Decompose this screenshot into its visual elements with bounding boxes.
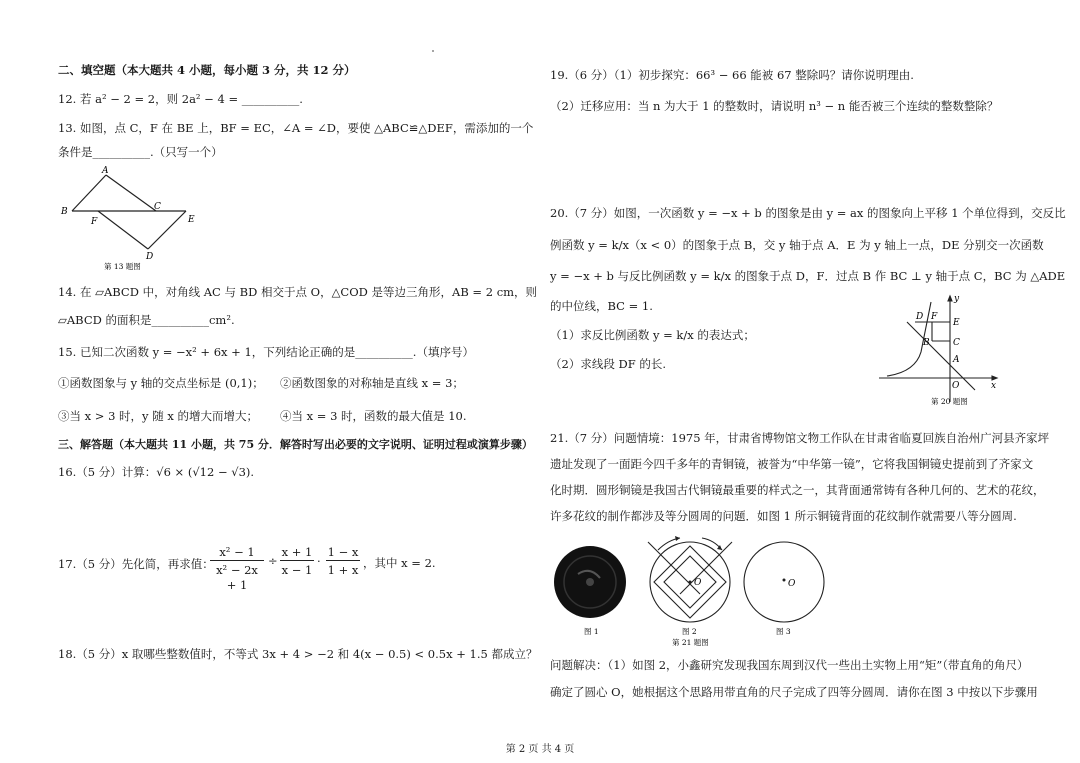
fig21-center-o-2: O bbox=[694, 578, 702, 588]
division-sign: ÷ bbox=[268, 554, 278, 568]
fig20-label-f: F bbox=[931, 312, 938, 322]
question-17-condition: ，其中 x = 2. bbox=[363, 556, 436, 570]
question-12: 12. 若 a² − 2 = 2，则 2a² − 4 = __________. bbox=[58, 92, 303, 106]
frac1-numerator: x² − 1 bbox=[210, 545, 264, 561]
page-footer: 第 2 页 共 4 页 bbox=[505, 744, 575, 755]
question-15-option-2: ②函数图象的对称轴是直线 x = 3； bbox=[280, 376, 464, 390]
fig20-label-b: B bbox=[923, 338, 930, 348]
fig20-label-c: C bbox=[953, 338, 960, 348]
fig20-label-e: E bbox=[953, 318, 960, 328]
frac3-numerator: 1 − x bbox=[327, 545, 359, 559]
question-15-option-4: ④当 x = 3 时，函数的最大值是 10. bbox=[280, 409, 467, 423]
question-16: 16.（5 分）计算：√6 × (√12 − √3). bbox=[58, 465, 255, 479]
fig21-center-o-3: O bbox=[788, 579, 796, 589]
figure-13 bbox=[58, 165, 198, 275]
dot-sign: · bbox=[317, 554, 321, 568]
question-20-line4: 的中位线，BC = 1. bbox=[550, 299, 653, 313]
section-3-heading: 三、解答题（本大题共 11 小题，共 75 分．解答时写出必要的文字说明、证明过程或演算步骤） bbox=[58, 438, 533, 451]
fig13-label-b: B bbox=[61, 207, 68, 217]
frac2-denominator: x − 1 bbox=[281, 563, 313, 577]
question-21-line4: 许多花纹的制作都涉及等分圆周的问题．如图 1 所示铜镜背面的花纹制作就需要八等分圆周. bbox=[550, 509, 1017, 523]
frac3-denominator: 1 + x bbox=[327, 563, 359, 577]
question-15: 15. 已知二次函数 y = −x² + 6x + 1，下列结论正确的是__________.（填序号） bbox=[58, 345, 474, 359]
fig20-label-a: A bbox=[953, 355, 960, 365]
fig20-axis-x: x bbox=[991, 381, 997, 391]
fig20-caption: 第 20 题图 bbox=[931, 397, 968, 406]
question-20-part1: （1）求反比例函数 y = k/x 的表达式； bbox=[550, 328, 755, 342]
question-20-line1: 20.（7 分）如图，一次函数 y = −x + b 的图象是由 y = ax 的图象向上平移 1 个单位得到，交反比 bbox=[550, 206, 1066, 220]
fig13-label-a: A bbox=[102, 166, 109, 176]
question-21-line3: 化时期．圆形铜镜是我国古代铜镜最重要的样式之一，其背面通常铸有各种几何的、艺术的花纹， bbox=[550, 483, 1045, 497]
fig20-axis-y: y bbox=[954, 294, 960, 304]
question-14-line1: 14. 在 ▱ABCD 中，对角线 AC 与 BD 相交于点 O，△COD 是等边三角形，AB = 2 cm，则 bbox=[58, 285, 538, 299]
frac2-numerator: x + 1 bbox=[281, 545, 313, 559]
question-21-line1: 21.（7 分）问题情境：1975 年，甘肃省博物馆文物工作队在甘肃省临夏回族自治州广河县齐家坪 bbox=[550, 431, 1050, 445]
question-19-part2: （2）迁移应用：当 n 为大于 1 的整数时，请说明 n³ − n 能否被三个连续的整数整除？ bbox=[550, 99, 999, 113]
question-15-option-3: ③当 x > 3 时，y 随 x 的增大而增大； bbox=[58, 409, 259, 423]
fig20-origin: O bbox=[952, 381, 960, 391]
question-21-line2: 遗址发现了一面距今四千多年的青铜镜，被誉为“中华第一镜”，它将我国铜镜史提前到了齐家文 bbox=[550, 457, 1034, 471]
question-17-expression bbox=[210, 545, 470, 592]
fig21-caption-3: 图 3 bbox=[776, 627, 791, 636]
section-2-heading: 二、填空题（本大题共 4 小题，每小题 3 分，共 12 分） bbox=[58, 63, 356, 77]
fig13-caption: 第 13 题图 bbox=[104, 262, 141, 271]
fig13-label-d: D bbox=[146, 252, 154, 262]
fig21-caption-2: 图 2 bbox=[682, 627, 697, 636]
question-13-line2: 条件是__________.（只写一个） bbox=[58, 145, 223, 159]
fig21-caption: 第 21 题图 bbox=[672, 638, 709, 647]
question-20-line2: 例函数 y = k/x（x < 0）的图象于点 B，交 y 轴于点 A．E 为 y 轴上一点，DE 分别交一次函数 bbox=[550, 238, 1044, 252]
fig20-label-d: D bbox=[916, 312, 924, 322]
fig13-label-e: E bbox=[188, 215, 195, 225]
question-18: 18.（5 分）x 取哪些整数值时，不等式 3x + 4 > −2 和 4(x − 0.5) < 0.5x + 1.5 都成立？ bbox=[58, 647, 538, 661]
question-19-part1: 19.（6 分）（1）初步探究：66³ − 66 能被 67 整除吗？请你说明理由. bbox=[550, 68, 914, 82]
question-21-solve-line2: 确定了圆心 O，她根据这个思路用带直角的尺子完成了四等分圆周．请你在图 3 中按以下步骤用 bbox=[550, 685, 1038, 699]
frac1-denominator: x² − 2x + 1 bbox=[216, 563, 258, 592]
question-13-line1: 13. 如图，点 C，F 在 BE 上，BF = EC，∠A = ∠D，要使 △ABC≌△DEF，需添加的一个 bbox=[58, 121, 534, 135]
question-20-part2: （2）求线段 DF 的长. bbox=[550, 357, 666, 371]
question-15-option-1: ①函数图象与 y 轴的交点坐标是 (0,1)； bbox=[58, 376, 264, 390]
fig21-caption-1: 图 1 bbox=[584, 627, 599, 636]
figure-20 bbox=[875, 292, 1005, 410]
question-14-line2: ▱ABCD 的面积是__________cm². bbox=[58, 313, 235, 327]
scan-dot bbox=[432, 50, 434, 52]
question-21-solve-line1: 问题解决：（1）如图 2，小鑫研究发现我国东周到汉代一些出土实物上用“矩”（带直角的角尺） bbox=[550, 658, 1029, 672]
question-20-line3: y = −x + b 与反比例函数 y = k/x 的图象于点 D，F．过点 B 作 BC ⊥ y 轴于点 C，BC 为 △ADE bbox=[550, 269, 1066, 283]
fig13-label-c: C bbox=[154, 202, 161, 212]
figure-21 bbox=[550, 530, 840, 648]
fig13-label-f: F bbox=[91, 217, 98, 227]
question-17-label: 17.（5 分）先化简，再求值： bbox=[58, 557, 214, 571]
